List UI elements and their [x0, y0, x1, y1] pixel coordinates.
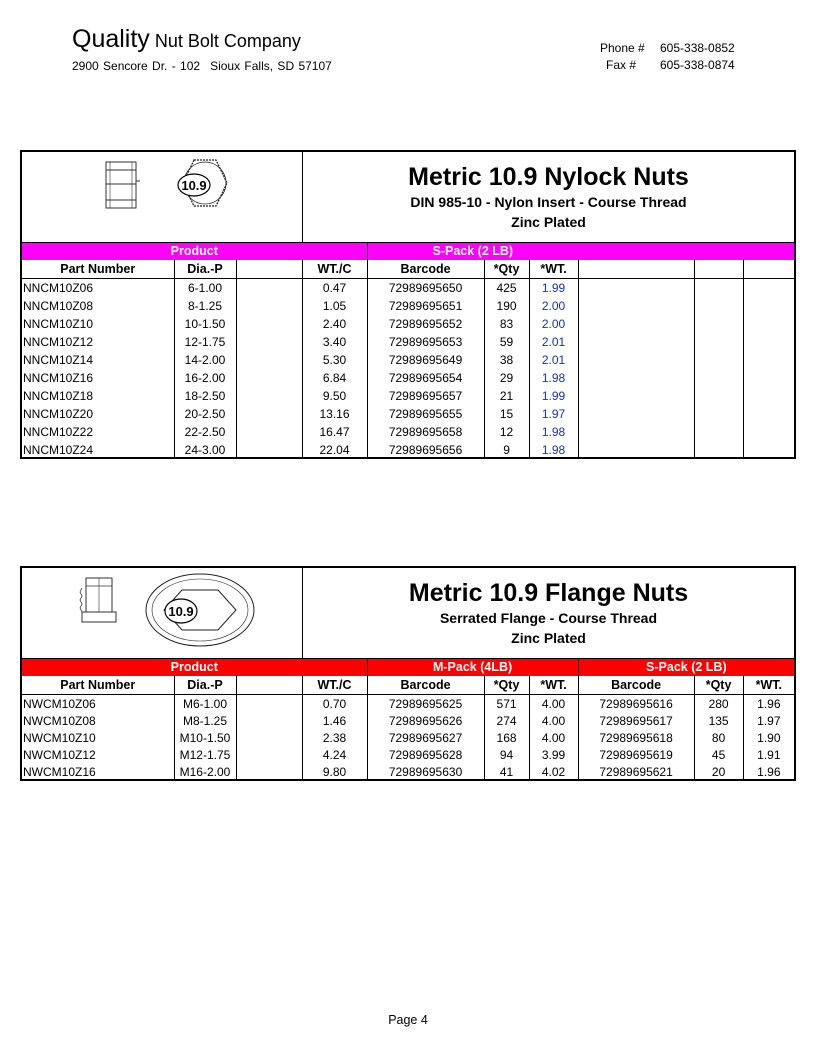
- grade-badge: 10.9: [181, 178, 207, 193]
- section-title-cell: [303, 568, 794, 658]
- m-weight-cell: 4.00: [529, 712, 578, 729]
- wt-cell: 6.84: [302, 369, 367, 387]
- empty-cell: [578, 333, 694, 351]
- col-blank: [236, 260, 302, 279]
- part-number-cell: NNCM10Z06: [23, 280, 94, 295]
- qty-cell: 29: [484, 369, 529, 387]
- empty-cell: [743, 387, 794, 405]
- col-blank: [236, 676, 302, 695]
- wt-cell: 9.50: [302, 387, 367, 405]
- weight-cell: 2.00: [529, 297, 578, 315]
- qty-cell: 83: [484, 315, 529, 333]
- wt-cell: 16.47: [302, 423, 367, 441]
- col-dia: Dia.-P: [174, 260, 236, 279]
- part-number-cell: NNCM10Z20: [23, 406, 94, 421]
- barcode-cell: 72989695656: [367, 441, 484, 459]
- column-header-row: [22, 676, 794, 695]
- barcode-cell: 72989695649: [367, 351, 484, 369]
- s-qty-cell: 45: [694, 746, 743, 763]
- product-image-cell: [22, 152, 303, 242]
- col-m-qty: *Qty: [484, 676, 529, 695]
- s-weight-cell: 1.96: [743, 695, 794, 713]
- section-subtitle: Serrated Flange - Course Thread: [439, 610, 658, 626]
- wt-cell: 0.70: [302, 695, 367, 713]
- m-barcode-cell: 72989695627: [367, 729, 484, 746]
- col-wt: WT./C: [302, 676, 367, 695]
- col-part-number: Part Number: [22, 260, 174, 279]
- dia-cell: M12-1.75: [174, 746, 236, 763]
- blank-cell: [236, 297, 302, 315]
- s-weight-cell: 1.90: [743, 729, 794, 746]
- company-name-bold: Quality: [72, 25, 150, 53]
- s-barcode-cell: 72989695621: [578, 763, 694, 780]
- part-number-cell: NNCM10Z10: [23, 316, 94, 331]
- blank-cell: [236, 746, 302, 763]
- section-title-cell: [303, 152, 794, 242]
- dia-cell: 10-1.50: [174, 315, 236, 333]
- empty-cell: [578, 441, 694, 459]
- blank-cell: [236, 695, 302, 713]
- table-row: [22, 279, 794, 298]
- address-street: 2900 Sencore Dr. - 102: [72, 59, 201, 73]
- part-number-cell: NWCM10Z06: [23, 696, 96, 711]
- grade-badge: 10.9: [168, 604, 194, 619]
- s-qty-cell: 20: [694, 763, 743, 780]
- weight-cell: 1.98: [529, 423, 578, 441]
- col-part-number: Part Number: [22, 676, 174, 695]
- empty-cell: [694, 279, 743, 298]
- col-s-barcode: Barcode: [578, 676, 694, 695]
- dia-cell: M8-1.25: [174, 712, 236, 729]
- dia-cell: M16-2.00: [174, 763, 236, 780]
- empty-cell: [743, 297, 794, 315]
- part-number-cell: NWCM10Z12: [23, 747, 96, 762]
- wt-cell: 9.80: [302, 763, 367, 780]
- table-row: [22, 746, 794, 763]
- empty-cell: [578, 279, 694, 298]
- empty-cell: [694, 333, 743, 351]
- nylock-nuts-table: [22, 243, 794, 459]
- empty-cell: [578, 297, 694, 315]
- table-row: [22, 423, 794, 441]
- product-image-cell: [22, 568, 303, 658]
- wt-cell: 22.04: [302, 441, 367, 459]
- wt-cell: 3.40: [302, 333, 367, 351]
- part-number-cell: NNCM10Z14: [23, 352, 94, 367]
- qty-cell: 9: [484, 441, 529, 459]
- table-row: [22, 729, 794, 746]
- table-row: [22, 387, 794, 405]
- flange-nut-icon: [22, 568, 302, 658]
- dia-cell: 16-2.00: [174, 369, 236, 387]
- nylock-nut-icon: [22, 152, 302, 242]
- dia-cell: M10-1.50: [174, 729, 236, 746]
- m-weight-cell: 4.00: [529, 695, 578, 713]
- wt-cell: 1.46: [302, 712, 367, 729]
- group-empty: [578, 243, 794, 260]
- barcode-cell: 72989695651: [367, 297, 484, 315]
- barcode-cell: 72989695652: [367, 315, 484, 333]
- qty-cell: 425: [484, 279, 529, 298]
- qty-cell: 21: [484, 387, 529, 405]
- wt-cell: 2.40: [302, 315, 367, 333]
- col-wt: WT./C: [302, 260, 367, 279]
- s-qty-cell: 80: [694, 729, 743, 746]
- group-s-pack: S-Pack (2 LB): [578, 659, 794, 676]
- section-subtitle: DIN 985-10 - Nylon Insert - Course Thread: [410, 194, 687, 210]
- dia-cell: 6-1.00: [174, 279, 236, 298]
- empty-cell: [694, 369, 743, 387]
- company-name-rest: Nut Bolt Company: [154, 31, 301, 51]
- table-row: [22, 695, 794, 713]
- wt-cell: 5.30: [302, 351, 367, 369]
- flange-nuts-table: [22, 659, 794, 780]
- s-weight-cell: 1.91: [743, 746, 794, 763]
- dia-cell: M6-1.00: [174, 695, 236, 713]
- weight-cell: 2.01: [529, 333, 578, 351]
- m-barcode-cell: 72989695630: [367, 763, 484, 780]
- blank-cell: [236, 441, 302, 459]
- barcode-cell: 72989695654: [367, 369, 484, 387]
- blank-cell: [236, 387, 302, 405]
- col-m-barcode: Barcode: [367, 676, 484, 695]
- col-m-weight: *WT.: [529, 676, 578, 695]
- barcode-cell: 72989695655: [367, 405, 484, 423]
- weight-cell: 1.99: [529, 279, 578, 298]
- flange-nuts-section: [20, 566, 796, 781]
- wt-cell: 13.16: [302, 405, 367, 423]
- group-header-row: [22, 243, 794, 260]
- empty-cell: [578, 369, 694, 387]
- blank-cell: [236, 405, 302, 423]
- phone-number: 605-338-0852: [660, 41, 735, 55]
- section-title: Metric 10.9 Nylock Nuts: [408, 163, 689, 191]
- company-name: [72, 27, 301, 52]
- section-title: Metric 10.9 Flange Nuts: [408, 579, 689, 607]
- empty-cell: [694, 315, 743, 333]
- empty-cell: [743, 279, 794, 298]
- blank-cell: [236, 763, 302, 780]
- blank-cell: [236, 369, 302, 387]
- blank-cell: [236, 351, 302, 369]
- blank-cell: [236, 333, 302, 351]
- wt-cell: 0.47: [302, 279, 367, 298]
- fax-label: Fax #: [606, 58, 637, 72]
- col-weight: *WT.: [529, 260, 578, 279]
- table-row: [22, 712, 794, 729]
- wt-cell: 2.38: [302, 729, 367, 746]
- qty-cell: 59: [484, 333, 529, 351]
- part-number-cell: NNCM10Z16: [23, 370, 94, 385]
- dia-cell: 12-1.75: [174, 333, 236, 351]
- dia-cell: 22-2.50: [174, 423, 236, 441]
- group-s-pack: S-Pack (2 LB): [367, 243, 578, 260]
- part-number-cell: NWCM10Z08: [23, 713, 96, 728]
- address-city: Sioux Falls, SD 57107: [210, 59, 332, 73]
- nylock-nuts-section: [20, 150, 796, 459]
- empty-cell: [694, 405, 743, 423]
- s-qty-cell: 280: [694, 695, 743, 713]
- col-barcode: Barcode: [367, 260, 484, 279]
- empty-cell: [743, 441, 794, 459]
- empty-cell: [743, 351, 794, 369]
- m-qty-cell: 41: [484, 763, 529, 780]
- col-dia: Dia.-P: [174, 676, 236, 695]
- part-number-cell: NNCM10Z08: [23, 298, 94, 313]
- part-number-cell: NNCM10Z18: [23, 388, 94, 403]
- section-finish: Zinc Plated: [511, 214, 586, 230]
- dia-cell: 20-2.50: [174, 405, 236, 423]
- blank-cell: [236, 279, 302, 298]
- dia-cell: 24-3.00: [174, 441, 236, 459]
- company-address: [72, 59, 332, 73]
- section-header: [22, 568, 794, 659]
- part-number-cell: NNCM10Z24: [23, 442, 94, 457]
- m-barcode-cell: 72989695626: [367, 712, 484, 729]
- empty-cell: [743, 369, 794, 387]
- col-empty: [743, 260, 794, 279]
- empty-cell: [578, 423, 694, 441]
- blank-cell: [236, 712, 302, 729]
- empty-cell: [743, 333, 794, 351]
- table-row: [22, 441, 794, 459]
- m-barcode-cell: 72989695625: [367, 695, 484, 713]
- qty-cell: 15: [484, 405, 529, 423]
- col-s-qty: *Qty: [694, 676, 743, 695]
- empty-cell: [694, 387, 743, 405]
- blank-cell: [236, 729, 302, 746]
- blank-cell: [236, 315, 302, 333]
- page-number: Page 4: [388, 1013, 428, 1027]
- group-header-row: [22, 659, 794, 676]
- empty-cell: [694, 351, 743, 369]
- s-weight-cell: 1.97: [743, 712, 794, 729]
- weight-cell: 1.98: [529, 441, 578, 459]
- m-barcode-cell: 72989695628: [367, 746, 484, 763]
- column-header-row: [22, 260, 794, 279]
- m-qty-cell: 571: [484, 695, 529, 713]
- table-row: [22, 315, 794, 333]
- m-qty-cell: 94: [484, 746, 529, 763]
- table-row: [22, 405, 794, 423]
- fax-number: 605-338-0874: [660, 58, 735, 72]
- qty-cell: 190: [484, 297, 529, 315]
- group-product: Product: [22, 243, 367, 260]
- group-m-pack: M-Pack (4LB): [367, 659, 578, 676]
- col-s-weight: *WT.: [743, 676, 794, 695]
- m-qty-cell: 168: [484, 729, 529, 746]
- table-row: [22, 333, 794, 351]
- section-header: [22, 152, 794, 243]
- m-qty-cell: 274: [484, 712, 529, 729]
- empty-cell: [743, 315, 794, 333]
- s-barcode-cell: 72989695619: [578, 746, 694, 763]
- group-product: Product: [22, 659, 367, 676]
- m-weight-cell: 3.99: [529, 746, 578, 763]
- weight-cell: 1.98: [529, 369, 578, 387]
- wt-cell: 1.05: [302, 297, 367, 315]
- phone-label: Phone #: [600, 41, 645, 55]
- dia-cell: 8-1.25: [174, 297, 236, 315]
- empty-cell: [578, 315, 694, 333]
- part-number-cell: NNCM10Z12: [23, 334, 94, 349]
- table-row: [22, 351, 794, 369]
- empty-cell: [743, 423, 794, 441]
- empty-cell: [743, 405, 794, 423]
- barcode-cell: 72989695653: [367, 333, 484, 351]
- weight-cell: 2.01: [529, 351, 578, 369]
- empty-cell: [578, 351, 694, 369]
- col-qty: *Qty: [484, 260, 529, 279]
- part-number-cell: NNCM10Z22: [23, 424, 94, 439]
- empty-cell: [694, 297, 743, 315]
- part-number-cell: NWCM10Z10: [23, 730, 96, 745]
- part-number-cell: NWCM10Z16: [23, 764, 96, 779]
- blank-cell: [236, 423, 302, 441]
- company-contact: [600, 40, 735, 74]
- empty-cell: [578, 405, 694, 423]
- s-barcode-cell: 72989695617: [578, 712, 694, 729]
- s-qty-cell: 135: [694, 712, 743, 729]
- empty-cell: [694, 441, 743, 459]
- section-finish: Zinc Plated: [511, 630, 586, 646]
- weight-cell: 1.99: [529, 387, 578, 405]
- table-row: [22, 369, 794, 387]
- wt-cell: 4.24: [302, 746, 367, 763]
- col-empty: [578, 260, 694, 279]
- qty-cell: 12: [484, 423, 529, 441]
- table-row: [22, 763, 794, 780]
- dia-cell: 18-2.50: [174, 387, 236, 405]
- dia-cell: 14-2.00: [174, 351, 236, 369]
- m-weight-cell: 4.00: [529, 729, 578, 746]
- s-barcode-cell: 72989695616: [578, 695, 694, 713]
- empty-cell: [694, 423, 743, 441]
- m-weight-cell: 4.02: [529, 763, 578, 780]
- s-weight-cell: 1.96: [743, 763, 794, 780]
- table-row: [22, 297, 794, 315]
- weight-cell: 2.00: [529, 315, 578, 333]
- barcode-cell: 72989695658: [367, 423, 484, 441]
- weight-cell: 1.97: [529, 405, 578, 423]
- s-barcode-cell: 72989695618: [578, 729, 694, 746]
- empty-cell: [578, 387, 694, 405]
- barcode-cell: 72989695657: [367, 387, 484, 405]
- col-empty: [694, 260, 743, 279]
- qty-cell: 38: [484, 351, 529, 369]
- barcode-cell: 72989695650: [367, 279, 484, 298]
